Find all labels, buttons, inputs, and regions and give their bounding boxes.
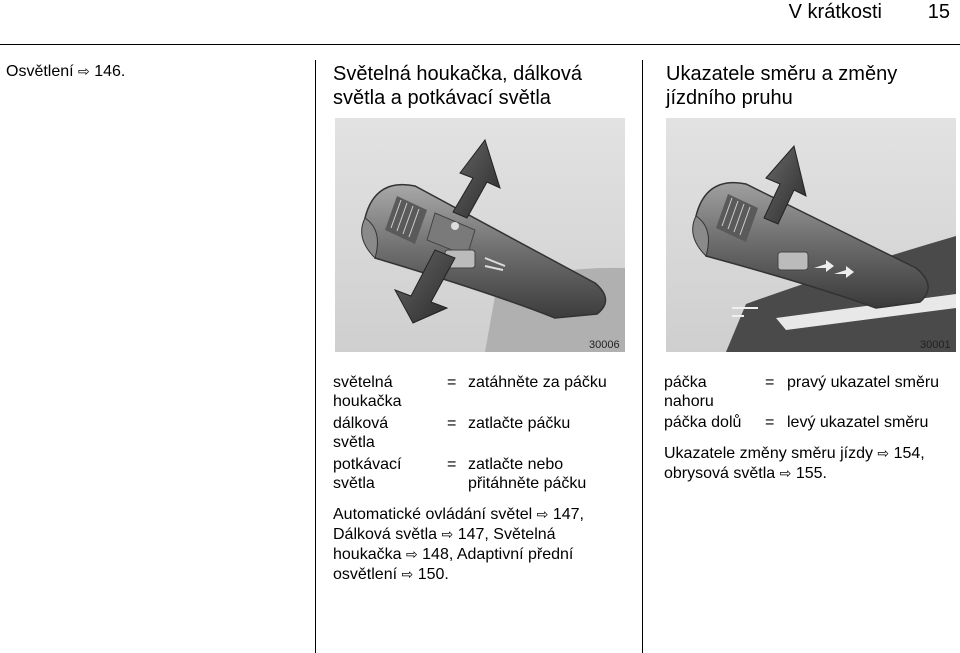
ref-text: obrysová světla [664,465,776,482]
ref-page: 148, [422,546,454,563]
ref-arrow-icon: ⇨ [779,466,792,482]
column-divider [642,60,643,653]
definition-term: dálková světla [333,415,389,451]
definition-term: páčka dolů [664,414,742,431]
definition-equals: = [765,414,775,431]
definition-row [333,455,633,493]
ref-page: 155. [795,465,827,482]
definition-equals: = [765,374,775,391]
ref-text: Dálková světla [333,526,438,543]
definition-row [333,414,633,452]
turn-signal-stalk-illustration [666,118,956,352]
ref-arrow-icon: ⇨ [405,547,418,563]
definition-desc: zatlačte páčku [468,415,571,432]
definition-term: páčka nahoru [664,374,714,410]
definition-row [333,373,633,411]
figure-code: 30006 [589,339,620,351]
turn-signal-cross-references [664,444,960,484]
lights-definitions [333,373,633,496]
lights-cross-references [333,505,623,585]
ref-text: Adaptivní přední osvětlení [333,546,574,583]
definition-equals: = [447,456,457,473]
lights-heading: Světelná houkačka, dálková světla a potkávací světla [333,63,583,109]
figure-code: 30001 [920,339,951,351]
intro-reference [6,63,125,81]
ref-arrow-icon: ⇨ [401,567,414,583]
definition-row [664,373,960,411]
definition-term: světelná houkačka [333,374,402,410]
turn-signal-definitions [664,373,960,432]
header-rule [0,44,960,45]
definition-equals: = [447,374,457,391]
ref-text: Světelná houkačka [333,526,556,563]
ref-text: Automatické ovládání světel [333,506,533,523]
definition-term: potkávací světla [333,456,402,492]
definition-desc: zatáhněte za páčku [468,374,607,391]
ref-page: 150. [417,566,449,583]
ref-arrow-icon: ⇨ [78,64,90,80]
definition-desc: levý ukazatel směru [787,414,929,431]
ref-text: Ukazatele změny směru jízdy [664,445,873,462]
section-title: V krátkosti [788,1,882,23]
ref-page: 154, [893,445,925,462]
intro-text: Osvětlení [6,63,74,80]
intro-ref: 146. [94,63,126,80]
ref-arrow-icon: ⇨ [877,446,890,462]
definition-desc: zatlačte nebo přitáhněte páčku [468,456,587,492]
ref-arrow-icon: ⇨ [441,527,454,543]
headlight-stalk-figure [335,118,625,352]
headlight-stalk-illustration [335,118,625,352]
definition-equals: = [447,415,457,432]
ref-arrow-icon: ⇨ [536,507,549,523]
ref-page: 147, [552,506,584,523]
ref-page: 147, [457,526,489,543]
definition-row [664,413,960,432]
definition-desc: pravý ukazatel směru [787,374,940,391]
column-divider [315,60,316,653]
page-number: 15 [927,1,950,23]
turn-signal-stalk-figure [666,118,956,352]
turn-signals-heading: Ukazatele směru a změny jízdního pruhu [666,63,898,109]
